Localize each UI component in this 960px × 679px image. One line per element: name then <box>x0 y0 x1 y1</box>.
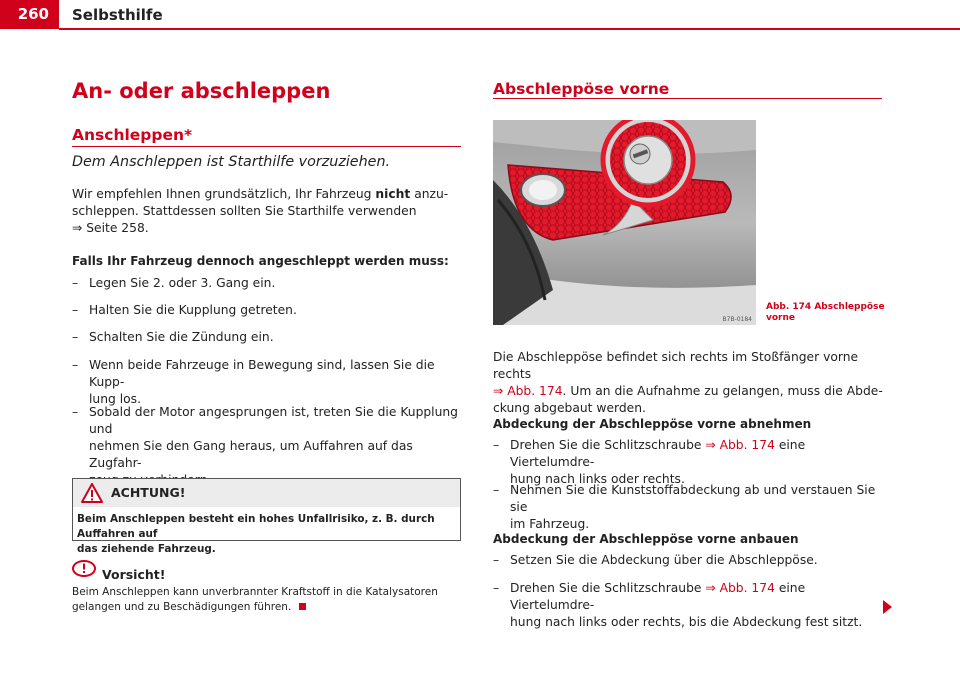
warning-line: Beim Anschleppen besteht ein hohes Unfallrisiko, z. B. durch Auffahren auf <box>77 513 435 540</box>
list-item <box>72 404 464 489</box>
section-title: Selbsthilfe <box>72 6 163 24</box>
step-text: eine Viertelumdre- <box>510 438 806 469</box>
caution-text <box>72 585 452 615</box>
step-text: Drehen Sie die Schlitzschraube <box>510 581 706 595</box>
step-text: Wenn beide Fahrzeuge in Bewegung sind, lassen Sie die Kupp- <box>89 358 435 389</box>
step-text: lung los. <box>89 392 141 406</box>
step-text: hung nach links oder rechts. <box>510 472 685 486</box>
warning-line: das ziehende Fahrzeug. <box>77 543 216 555</box>
para-text: ckung abgebaut werden. <box>493 401 646 415</box>
step-text: Nehmen Sie die Kunststoffabdeckung ab und verstauen Sie sie <box>510 483 876 514</box>
next-page-arrow-icon <box>883 600 892 614</box>
list-item <box>493 437 888 488</box>
list-item <box>72 329 462 346</box>
warning-title: ACHTUNG! <box>111 485 186 500</box>
para-bold: nicht <box>375 187 411 201</box>
step-text: nehmen Sie den Gang heraus, um Auffahren auf das Zugfahr- <box>89 439 413 470</box>
warning-text <box>77 512 456 557</box>
install-heading: Abdeckung der Abschleppöse vorne anbauen <box>493 532 799 546</box>
list-dash: – <box>72 303 79 317</box>
list-dash: – <box>72 330 79 344</box>
caution-icon <box>72 560 96 577</box>
section-heading-abschleppoese: Abschleppöse vorne <box>493 80 670 98</box>
section-rule <box>72 146 461 147</box>
bumper-drawing <box>493 120 756 325</box>
step-text: Legen Sie 2. oder 3. Gang ein. <box>89 276 276 290</box>
caption-line: vorne <box>766 313 795 323</box>
para-text: anzu- <box>410 187 449 201</box>
caution-title: Vorsicht! <box>102 567 166 582</box>
caution-line: gelangen und zu Beschädigungen führen. <box>72 601 292 613</box>
figure-reference-link[interactable]: ⇒ Abb. 174 <box>705 438 775 452</box>
list-dash: – <box>493 553 500 567</box>
list-dash: – <box>72 358 79 372</box>
warning-box <box>72 478 461 555</box>
list-dash: – <box>493 438 500 452</box>
para-text: schleppen. Stattdessen sollten Sie Starthilfe verwenden <box>72 204 417 218</box>
list-dash: – <box>72 276 79 290</box>
intro-paragraph <box>72 186 461 237</box>
step-text: im Fahrzeug. <box>510 517 590 531</box>
page-number: 260 <box>0 0 59 29</box>
list-dash: – <box>493 483 500 497</box>
steps-heading: Falls Ihr Fahrzeug dennoch angeschleppt werden muss: <box>72 254 449 268</box>
warning-icon <box>81 483 103 503</box>
figure-reference-link[interactable]: ⇒ Abb. 174 <box>493 384 563 398</box>
list-dash: – <box>493 581 500 595</box>
list-dash: – <box>72 405 79 419</box>
list-item <box>493 482 888 533</box>
tow-eye-paragraph <box>493 349 888 417</box>
header-rule <box>59 28 960 30</box>
para-text: Wir empfehlen Ihnen grundsätzlich, Ihr Fahrzeug <box>72 187 376 201</box>
figure-caption <box>766 302 896 324</box>
para-text: Die Abschleppöse befindet sich rechts im Stoßfänger vorne rechts <box>493 350 859 381</box>
para-text: . Um an die Aufnahme zu gelangen, muss die Abde- <box>562 384 883 398</box>
list-item <box>72 357 464 408</box>
page-reference: ⇒ Seite 258. <box>72 221 149 235</box>
list-item <box>493 552 888 569</box>
remove-heading: Abdeckung der Abschleppöse vorne abnehmen <box>493 417 812 431</box>
tow-eye-illustration <box>493 120 756 325</box>
figure-id: B7B-0184 <box>722 316 752 323</box>
step-text: hung nach links oder rechts, bis die Abdeckung fest sitzt. <box>510 615 863 629</box>
figure-reference-link[interactable]: ⇒ Abb. 174 <box>705 581 775 595</box>
section-rule <box>493 98 882 99</box>
step-text: Drehen Sie die Schlitzschraube <box>510 438 706 452</box>
page-heading: An- oder abschleppen <box>72 79 331 103</box>
step-text: Setzen Sie die Abdeckung über die Abschleppöse. <box>510 553 818 567</box>
intro-text: Dem Anschleppen ist Starthilfe vorzuziehen. <box>72 154 391 170</box>
section-heading-anschleppen: Anschleppen* <box>72 126 193 144</box>
step-text: Sobald der Motor angesprungen ist, treten Sie die Kupplung und <box>89 405 458 436</box>
step-text: eine Viertelumdre- <box>510 581 806 612</box>
caption-line: Abb. 174 Abschleppöse <box>766 302 885 312</box>
step-text: Schalten Sie die Zündung ein. <box>89 330 274 344</box>
list-item <box>493 580 888 631</box>
list-item <box>72 275 462 292</box>
end-marker <box>299 603 306 610</box>
step-text: Halten Sie die Kupplung getreten. <box>89 303 297 317</box>
caution-line: Beim Anschleppen kann unverbrannter Kraftstoff in die Katalysatoren <box>72 586 438 598</box>
list-item <box>72 302 462 319</box>
